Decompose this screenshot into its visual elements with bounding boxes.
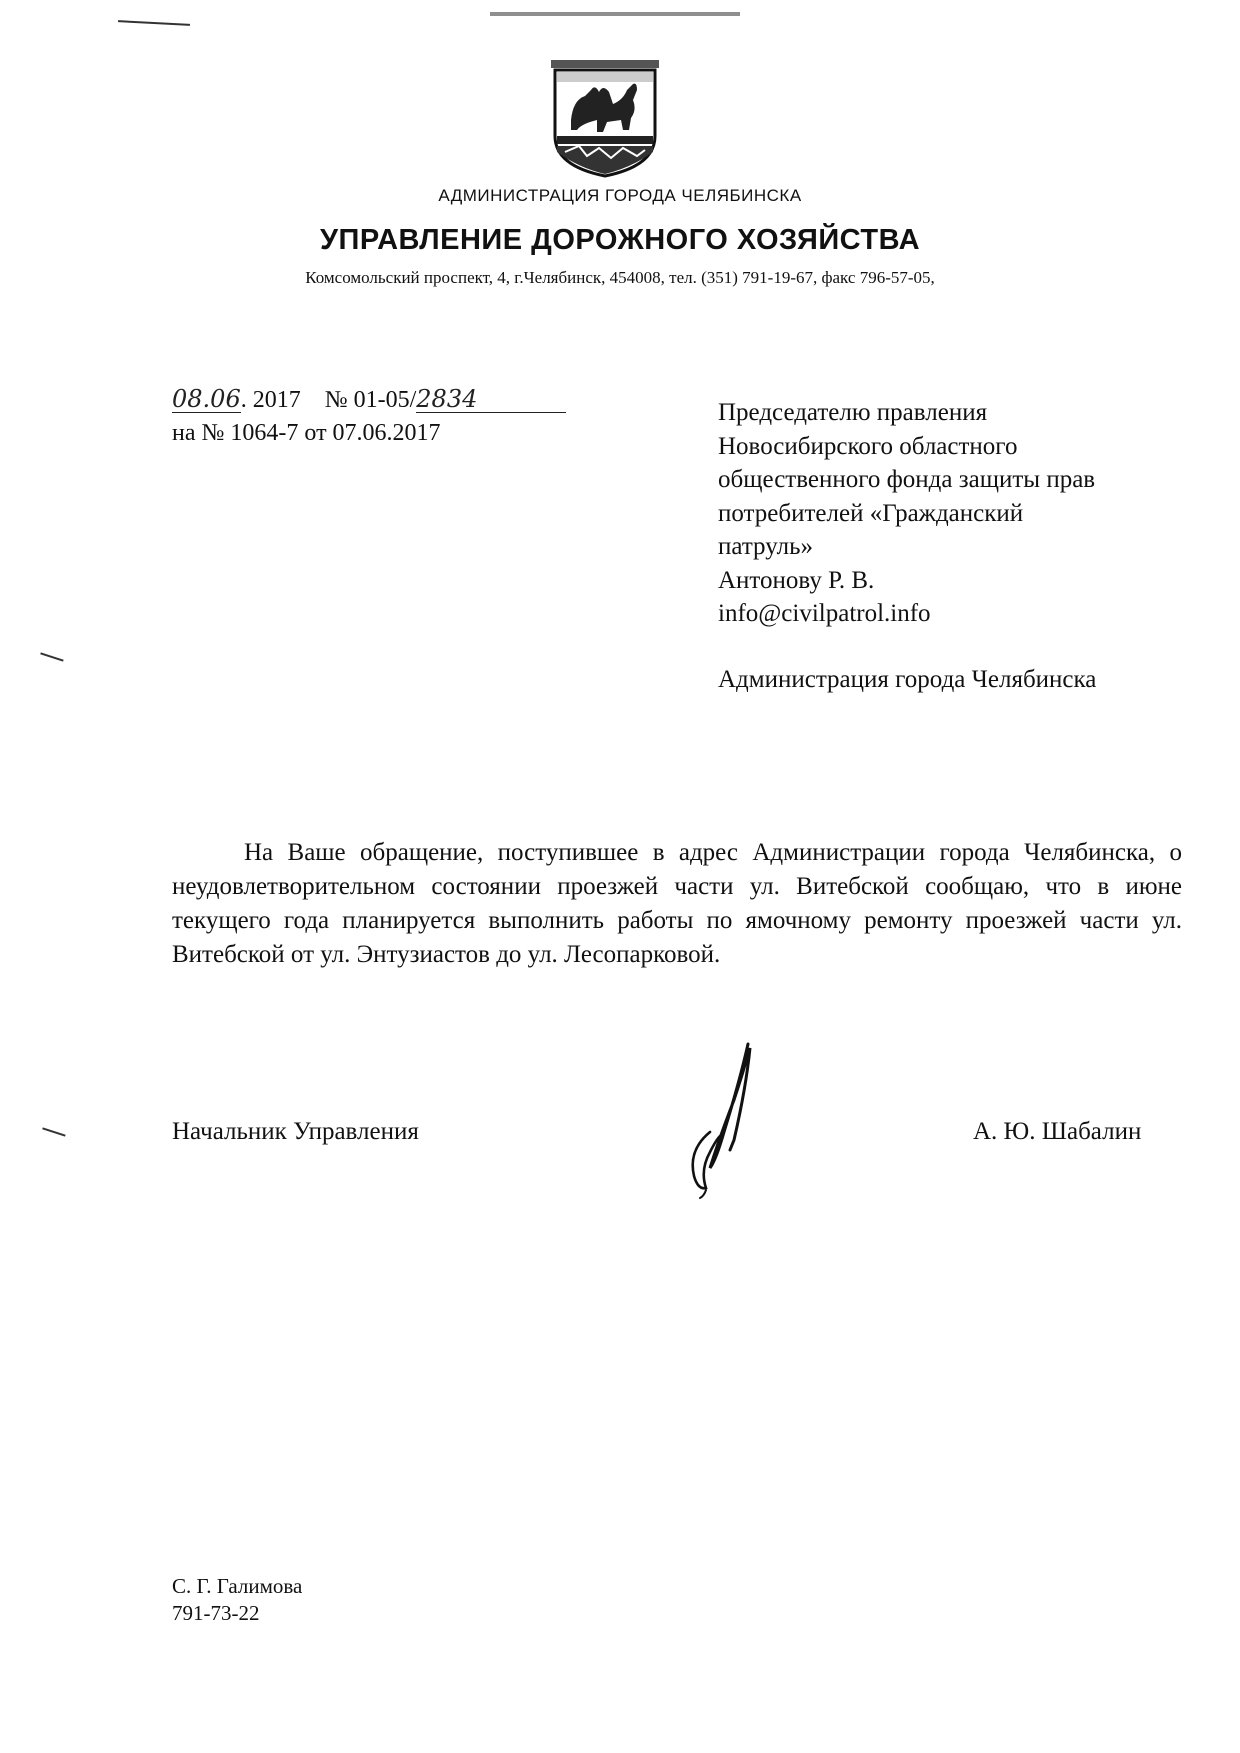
registration-number-prefix: № 01-05/ <box>324 387 417 413</box>
signatory-title: Начальник Управления <box>172 1118 419 1145</box>
addressee-block <box>718 396 1198 631</box>
scan-mark <box>490 12 740 16</box>
registration-line <box>172 386 566 414</box>
letter-body: На Ваше обращение, поступившее в адрес Администрации города Челябинска, о неудовлетворительном состоянии проезжей части ул. Витебской сообщаю, что в июне текущего года планируется выполнить работы по ямочному ремонту проезжей части ул. Витебской от ул. Энтузиастов до ул. Лесопарковой. <box>172 839 1182 968</box>
addressee-line: общественного фонда защиты прав <box>718 466 1096 493</box>
addressee-line: Антонову Р. В. <box>718 566 875 594</box>
handwritten-signature-icon <box>680 1040 760 1200</box>
addressee-line: Новосибирского областного <box>718 432 1018 460</box>
copy-recipient: Администрация города Челябинска <box>718 666 1097 693</box>
reply-reference: на № 1064-7 от 07.06.2017 <box>172 420 441 446</box>
handwritten-date: 08.06 <box>172 385 241 413</box>
executor-name: С. Г. Галимова <box>172 1574 303 1598</box>
executor-block <box>172 1573 302 1627</box>
addressee-line: патруль» <box>718 533 814 560</box>
signatory-name: А. Ю. Шабалин <box>973 1118 1142 1145</box>
addressee-line: Председателю правления <box>718 399 988 426</box>
registration-year: . 2017 <box>240 387 301 413</box>
administration-name: АДМИНИСТРАЦИЯ ГОРОДА ЧЕЛЯБИНСКА <box>438 186 802 205</box>
department-name: УПРАВЛЕНИЕ ДОРОЖНОГО ХОЗЯЙСТВА <box>319 224 921 256</box>
addressee-line: потребителей «Гражданский <box>718 499 1024 527</box>
scan-mark <box>42 1127 65 1136</box>
handwritten-number: 2834 <box>416 386 566 413</box>
executor-phone: 791-73-22 <box>172 1601 260 1625</box>
city-emblem-icon <box>551 60 659 178</box>
department-address: Комсомольский проспект, 4, г.Челябинск, 454008, тел. (351) 791-19-67, факс 796-57-05, <box>305 268 935 287</box>
scan-mark <box>118 20 190 25</box>
addressee-email: info@civilpatrol.info <box>718 600 931 627</box>
scan-mark <box>40 652 63 661</box>
